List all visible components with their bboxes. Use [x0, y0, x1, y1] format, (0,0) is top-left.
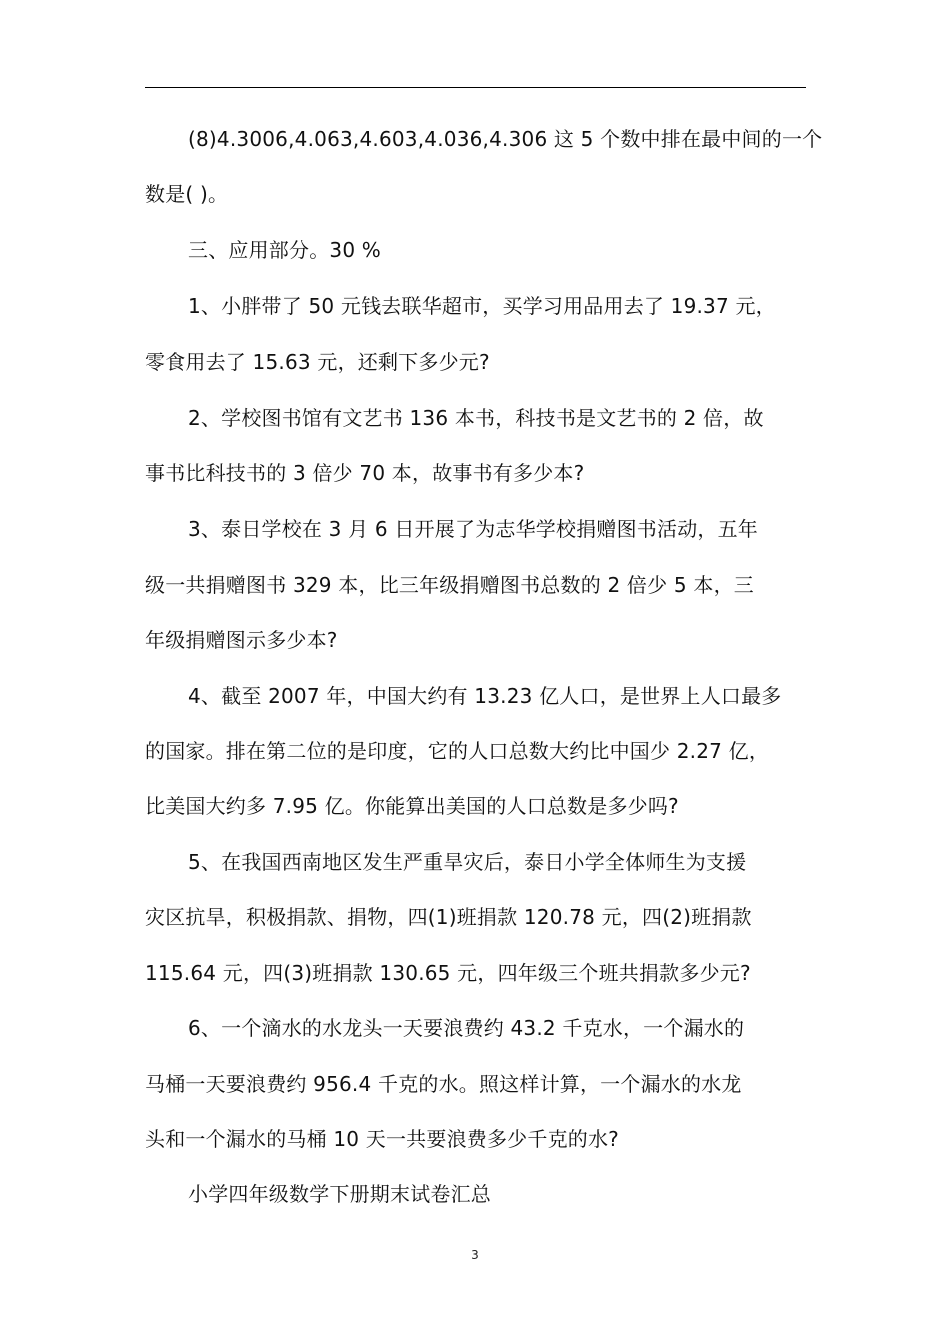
- problem-1-line-2: 零食用去了 15.63 元，还剩下多少元?: [145, 350, 490, 374]
- problem-6-line-3: 头和一个漏水的马桶 10 天一共要浪费多少千克的水?: [145, 1127, 619, 1151]
- problem-5-line-2: 灾区抗旱，积极捐款、捐物，四(1)班捐款 120.78 元，四(2)班捐款: [145, 905, 752, 929]
- problem-5-line-3: 115.64 元，四(3)班捐款 130.65 元，四年级三个班共捐款多少元?: [145, 961, 751, 985]
- section-3-heading: 三、应用部分。30 %: [188, 238, 382, 262]
- page-number: 3: [471, 1248, 479, 1262]
- problem-2-line-2: 事书比科技书的 3 倍少 70 本，故事书有多少本?: [145, 461, 585, 485]
- problem-5-line-1: 5、在我国西南地区发生严重旱灾后，泰日小学全体师生为支援: [188, 850, 747, 874]
- problem-3-line-2: 级一共捐赠图书 329 本，比三年级捐赠图书总数的 2 倍少 5 本，三: [145, 573, 754, 597]
- problem-3-line-3: 年级捐赠图示多少本?: [145, 628, 338, 652]
- problem-4-line-2: 的国家。排在第二位的是印度，它的人口总数大约比中国少 2.27 亿，: [145, 739, 770, 763]
- problem-4-line-3: 比美国大约多 7.95 亿。你能算出美国的人口总数是多少吗?: [145, 794, 679, 818]
- problem-6-line-2: 马桶一天要浪费约 956.4 千克的水。照这样计算，一个漏水的水龙: [145, 1072, 742, 1096]
- problem-6-line-1: 6、一个滴水的水龙头一天要浪费约 43.2 千克水，一个漏水的: [188, 1016, 745, 1040]
- footer-title: 小学四年级数学下册期末试卷汇总: [188, 1182, 491, 1206]
- question-8-line-1: (8)4.3006,4.063,4.603,4.036,4.306 这 5 个数中排在最中间的一个: [188, 127, 823, 151]
- problem-4-line-1: 4、截至 2007 年，中国大约有 13.23 亿人口，是世界上人口最多: [188, 684, 782, 708]
- problem-2-line-1: 2、学校图书馆有文艺书 136 本书，科技书是文艺书的 2 倍，故: [188, 406, 764, 430]
- header-rule: [145, 87, 806, 88]
- question-8-line-2: 数是( )。: [145, 182, 229, 206]
- problem-1-line-1: 1、小胖带了 50 元钱去联华超市，买学习用品用去了 19.37 元，: [188, 294, 776, 318]
- problem-3-line-1: 3、泰日学校在 3 月 6 日开展了为志华学校捐赠图书活动，五年: [188, 517, 759, 541]
